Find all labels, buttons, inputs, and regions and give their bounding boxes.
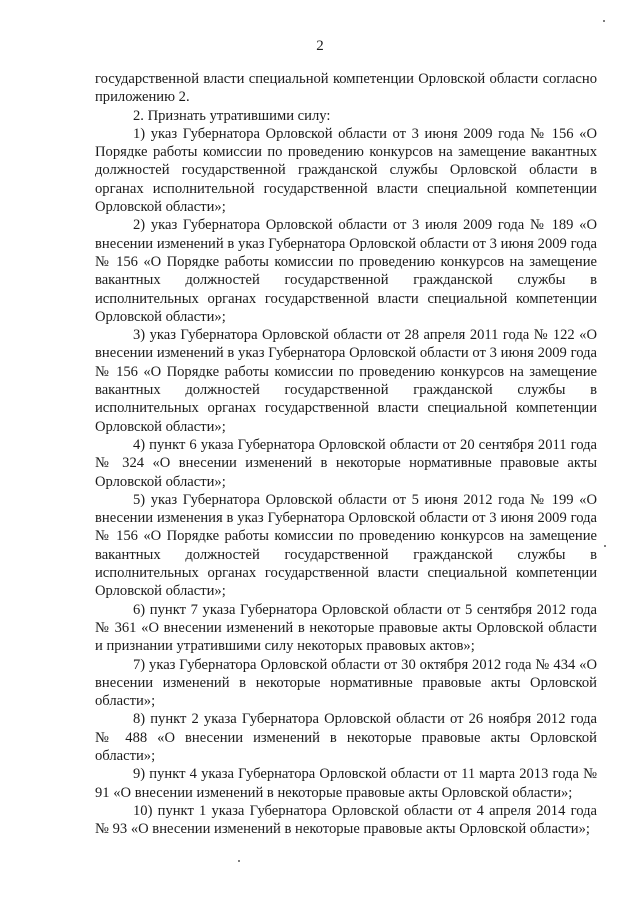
- list-item-10: 10) пункт 1 указа Губернатора Орловской области от 4 апреля 2014 года № 93 «О внесении изменений в некоторые правовые акты Орловской области»;: [95, 802, 597, 838]
- paragraph-section-2: 2. Признать утратившими силу:: [133, 107, 331, 124]
- scan-speck: [238, 860, 240, 862]
- list-item-2: 2) указ Губернатора Орловской области от 3 июля 2009 года № 189 «О внесении изменений в указ Губернатора Орловской области от 3 июня 2009 года № 156 «О Порядке работы комиссии по проведению конкурсов на замещение вакантных должностей государственной гражданской службы в исполнительных органах государственной власти специальной компетенции Орловской области»;: [95, 217, 597, 325]
- list-item-8: 8) пункт 2 указа Губернатора Орловской области от 26 ноября 2012 года № 488 «О внесении изменений в некоторые правовые акты Орловской области»;: [95, 711, 597, 764]
- paragraph-continuation: государственной власти специальной компетенции Орловской области согласно приложению 2.: [95, 71, 597, 106]
- list-item-9: 9) пункт 4 указа Губернатора Орловской области от 11 марта 2013 года № 91 «О внесении изменений в некоторые правовые акты Орловской области»;: [95, 766, 597, 801]
- scan-speck: [603, 20, 605, 22]
- page-number: 2: [316, 38, 324, 54]
- list-item-7: 7) указ Губернатора Орловской области от 30 октября 2012 года № 434 «О внесении изменений в некоторые нормативные правовые акты Орловской области»;: [95, 656, 597, 710]
- list-item-4: 4) пункт 6 указа Губернатора Орловской области от 20 сентября 2011 года № 324 «О внесении изменений в некоторые нормативные правовые акты Орловской области»;: [95, 436, 597, 490]
- list-item-3: 3) указ Губернатора Орловской области от 28 апреля 2011 года № 122 «О внесении изменений в указ Губернатора Орловской области от 3 июня 2009 года № 156 «О Порядке работы комиссии по проведению конкурсов на замещение вакантных должностей государственной гражданской службы в исполнительных органах государственной власти специальной компетенции Орловской области»;: [95, 327, 597, 435]
- document-body: [95, 70, 597, 838]
- list-item-6: 6) пункт 7 указа Губернатора Орловской области от 5 сентября 2012 года № 361 «О внесении изменений в некоторые правовые акты Орловской области и признании утратившими силу некоторых правовых актов»;: [95, 601, 597, 655]
- list-item-1: 1) указ Губернатора Орловской области от 3 июня 2009 года № 156 «О Порядке работы комиссии по проведению конкурсов на замещение вакантных должностей государственной гражданской службы Орловской области в органах исполнительной государственной власти специальной компетенции Орловской области»;: [95, 125, 597, 216]
- list-item-5: 5) указ Губернатора Орловской области от 5 июня 2012 года № 199 «О внесении изменения в указ Губернатора Орловской области от 3 июня 2009 года № 156 «О Порядке работы комиссии по проведению конкурсов на замещение вакантных должностей государственной гражданской службы в исполнительных органах государственной власти специальной компетенции Орловской области»;: [95, 491, 597, 600]
- scan-speck: [604, 545, 606, 547]
